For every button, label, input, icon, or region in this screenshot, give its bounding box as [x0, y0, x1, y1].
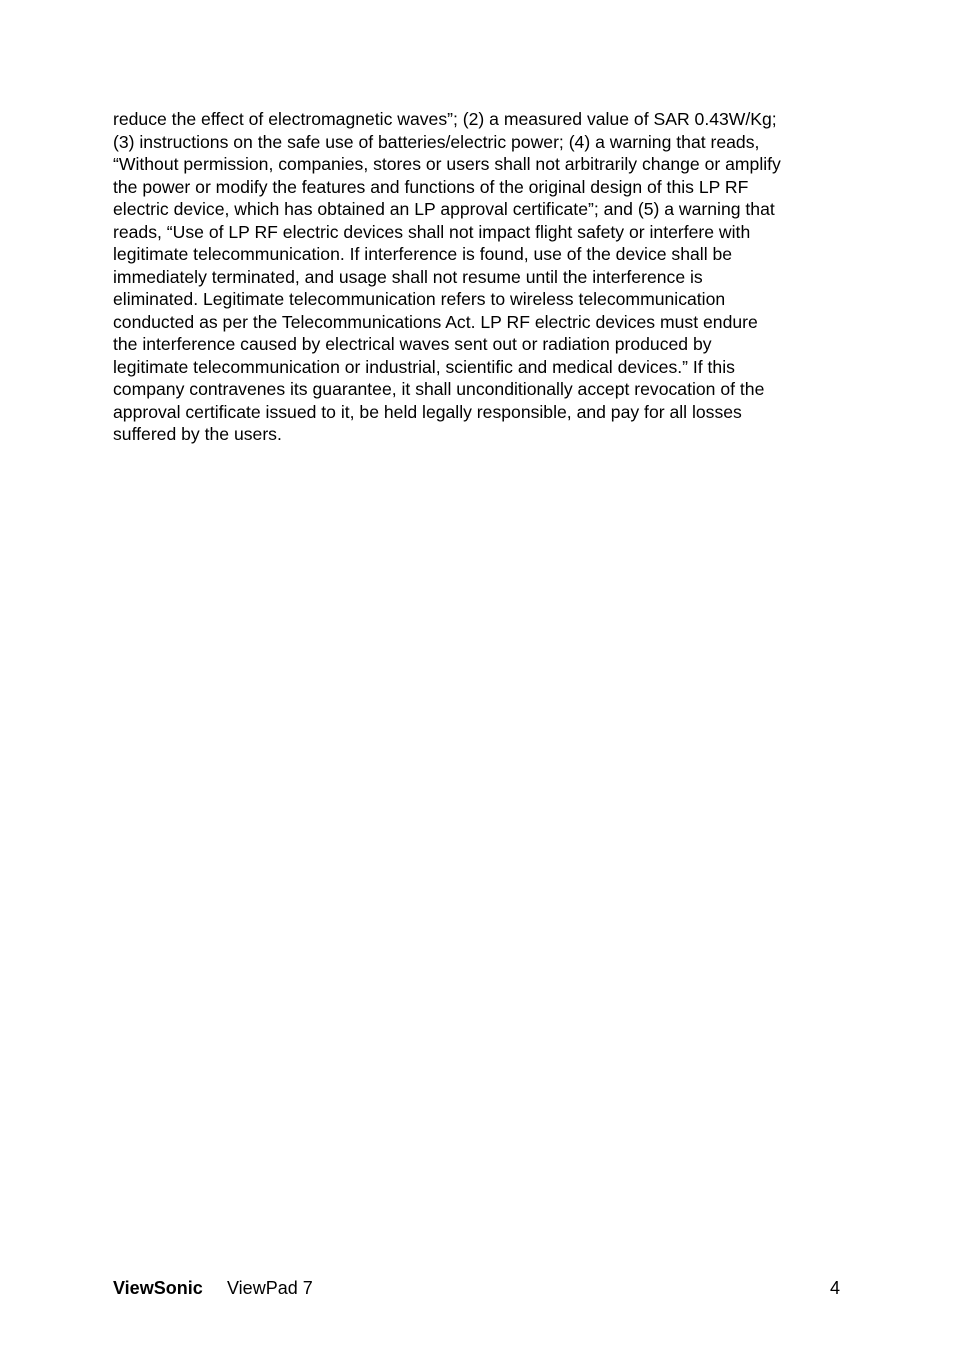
paragraph-line: reads, “Use of LP RF electric devices shall not impact flight safety or interfere with	[113, 221, 751, 242]
footer-model: ViewPad 7	[227, 1278, 313, 1298]
page-footer	[113, 1276, 840, 1300]
paragraph-line: “Without permission, companies, stores or users shall not arbitrarily change or amplify	[113, 154, 781, 174]
paragraph-line: reduce the effect of electromagnetic waves”; (2) a measured value of SAR 0.43W/Kg;	[113, 109, 777, 129]
paragraph-line: legitimate telecommunication or industrial, scientific and medical devices.” If this	[113, 356, 735, 377]
paragraph-line: immediately terminated, and usage shall not resume until the interference is	[113, 266, 703, 287]
paragraph-line: conducted as per the Telecommunications Act. LP RF electric devices must endure	[113, 311, 758, 332]
paragraph-line: eliminated. Legitimate telecommunication refers to wireless telecommunication	[113, 289, 726, 309]
body-paragraph	[113, 108, 843, 446]
paragraph-line: (3) instructions on the safe use of batteries/electric power; (4) a warning that reads,	[113, 131, 760, 152]
paragraph-line: legitimate telecommunication. If interference is found, use of the device shall be	[113, 244, 733, 264]
paragraph-line: the power or modify the features and functions of the original design of this LP RF	[113, 176, 749, 197]
paragraph-line: suffered by the users.	[113, 424, 282, 444]
paragraph-line: the interference caused by electrical waves sent out or radiation produced by	[113, 334, 712, 354]
footer-brand: ViewSonic	[113, 1278, 203, 1298]
paragraph-line: electric device, which has obtained an LP approval certificate”; and (5) a warning that	[113, 199, 775, 219]
page-number: 4	[829, 1278, 840, 1298]
paragraph-line: company contravenes its guarantee, it shall unconditionally accept revocation of the	[113, 379, 765, 399]
paragraph-line: approval certificate issued to it, be held legally responsible, and pay for all losses	[113, 401, 742, 422]
